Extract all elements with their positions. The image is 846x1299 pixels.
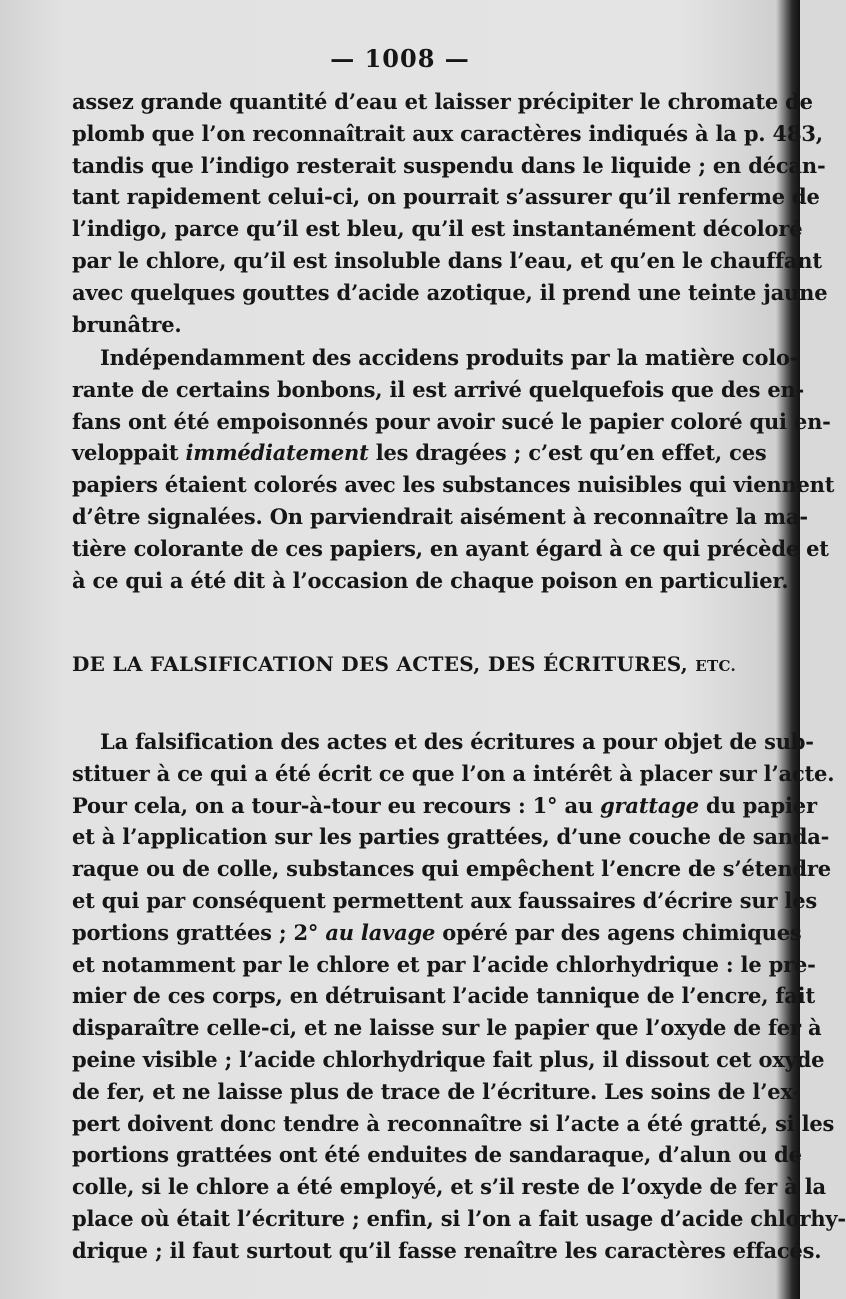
text-line: de fer, et ne laisse plus de trace de l’écriture. Les soins de l’ex- xyxy=(72,1078,801,1104)
emphasized-word: immédiatement xyxy=(185,440,369,466)
text-line: avec quelques gouttes d’acide azotique, il prend une teinte jaune xyxy=(72,279,828,305)
text-line: brunâtre. xyxy=(72,311,182,337)
text-line: drique ; il faut surtout qu’il fasse renaître les caractères effacés. xyxy=(72,1237,822,1263)
text-line: stituer à ce qui a été écrit ce que l’on a intérêt à placer sur l’acte. xyxy=(72,760,835,786)
section-heading xyxy=(72,652,736,676)
text-line: place où était l’écriture ; enfin, si l’on a fait usage d’acide chlorhy- xyxy=(72,1205,846,1231)
text-run: du papier xyxy=(698,792,817,818)
text-line: et notamment par le chlore et par l’acide chlorhydrique : le pre- xyxy=(72,951,816,977)
text-line: d’être signalées. On parviendrait aisément à reconnaître la ma- xyxy=(72,503,808,529)
text-line xyxy=(72,917,802,949)
text-line: plomb que l’on reconnaîtrait aux caractères indiqués à la p. 483, xyxy=(72,120,823,146)
text-line: à ce qui a été dit à l’occasion de chaque poison en particulier. xyxy=(72,567,789,593)
text-line: raque ou de colle, substances qui empêchent l’encre de s’étendre xyxy=(72,856,831,882)
text-line: et qui par conséquent permettent aux faussaires d’écrire sur les xyxy=(72,887,817,913)
text-line: Indépendamment des accidens produits par la matière colo- xyxy=(100,345,799,370)
text-run: les dragées ; c’est qu’en effet, ces xyxy=(368,440,767,466)
paragraph-indigo xyxy=(72,86,828,340)
text-run: portions grattées ; 2° xyxy=(72,919,326,945)
emphasized-word: au lavage xyxy=(325,919,436,945)
text-line: peine visible ; l’acide chlorhydrique fait plus, il dissout cet oxyde xyxy=(72,1046,825,1072)
text-line: l’indigo, parce qu’il est bleu, qu’il est instantanément décoloré xyxy=(72,216,803,242)
emphasized-word: grattage xyxy=(600,792,699,818)
text-line: tière colorante de ces papiers, en ayant égard à ce qui précède et xyxy=(72,535,829,561)
text-run: opéré par des agens chimiques xyxy=(435,919,802,945)
text-line xyxy=(72,437,767,469)
text-line: tant rapidement celui-ci, on pourrait s’assurer qu’il renferme de xyxy=(72,184,820,210)
text-line: par le chlore, qu’il est insoluble dans l’eau, et qu’en le chauffant xyxy=(72,247,822,273)
paragraph-bonbons xyxy=(72,342,835,596)
page-number: — 1008 — xyxy=(330,44,470,73)
heading-etc: ETC. xyxy=(695,657,736,675)
text-line: pert doivent donc tendre à reconnaître si l’acte a été gratté, si les xyxy=(72,1110,835,1136)
text-line: fans ont été empoisonnés pour avoir sucé le papier coloré qui en- xyxy=(72,408,831,434)
text-run: Pour cela, on a tour-à-tour eu recours : 1° au xyxy=(72,792,601,818)
text-run: veloppait xyxy=(72,440,186,466)
text-line: La falsification des actes et des écritures a pour objet de sub- xyxy=(100,729,814,754)
text-line: disparaître celle-ci, et ne laisse sur le papier que l’oxyde de fer à xyxy=(72,1015,822,1041)
text-line: colle, si le chlore a été employé, et s’il reste de l’oxyde de fer à la xyxy=(72,1174,826,1200)
text-line: papiers étaient colorés avec les substances nuisibles qui viennent xyxy=(72,472,835,498)
text-line: tandis que l’indigo resterait suspendu dans le liquide ; en décan- xyxy=(72,152,826,178)
text-line: rante de certains bonbons, il est arrivé quelquefois que des en- xyxy=(72,376,805,402)
heading-text: DE LA FALSIFICATION DES ACTES, DES ÉCRITURES, xyxy=(72,652,696,676)
text-line xyxy=(72,790,817,822)
text-line: et à l’application sur les parties grattées, d’une couche de sanda- xyxy=(72,824,830,850)
text-line: mier de ces corps, en détruisant l’acide tannique de l’encre, fait xyxy=(72,983,815,1009)
text-line: assez grande quantité d’eau et laisser précipiter le chromate de xyxy=(72,89,813,114)
paragraph-falsification xyxy=(72,726,846,1267)
text-line: portions grattées ont été enduites de sandaraque, d’alun ou de xyxy=(72,1142,802,1168)
